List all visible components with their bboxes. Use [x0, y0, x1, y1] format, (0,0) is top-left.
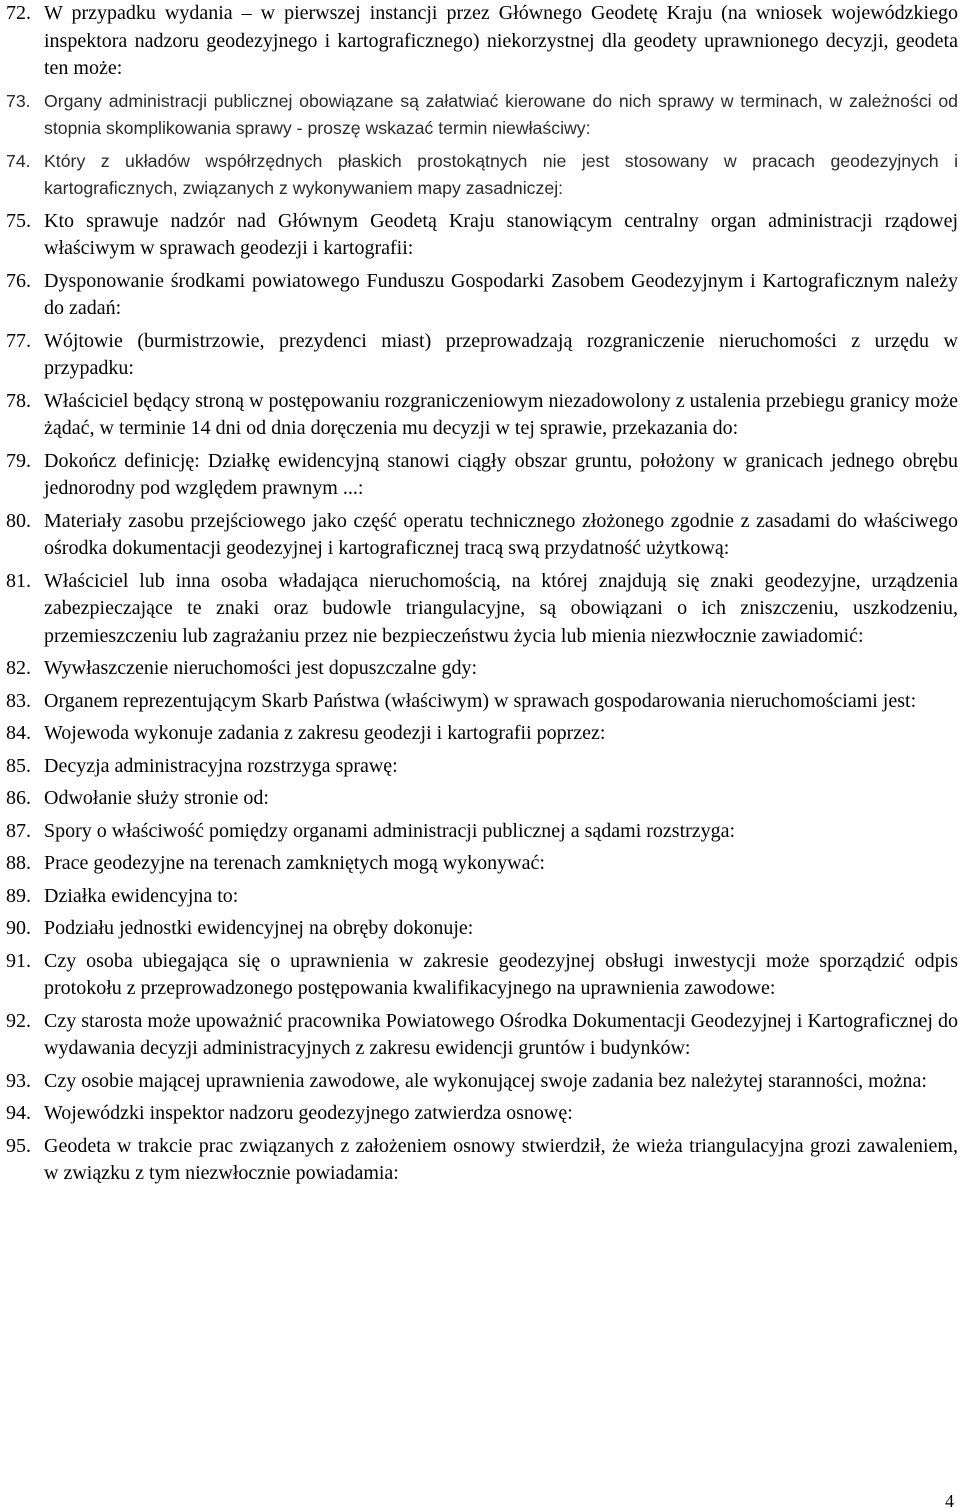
question-93: [6, 1068, 958, 1096]
question-text: Prace geodezyjne na terenach zamkniętych mogą wykonywać:: [44, 852, 545, 874]
question-text: Decyzja administracyjna rozstrzyga sprawę:: [44, 754, 398, 777]
question-number: 73.: [6, 90, 31, 111]
question-text: Organy administracji publicznej obowiązane są załatwiać kierowane do nich sprawy w terminach, w zależności od stopnia skomplikowania sprawy - proszę wskazać termin niewłaściwy:: [44, 90, 958, 138]
question-number: 95.: [6, 1134, 31, 1157]
question-number: 93.: [6, 1069, 31, 1092]
question-74: [6, 148, 958, 203]
question-number: 86.: [6, 787, 31, 809]
question-number: 75.: [6, 209, 31, 232]
question-number: 77.: [6, 329, 31, 352]
question-number: 82.: [6, 657, 31, 679]
question-text: Właściciel będący stroną w postępowaniu rozgraniczeniowym niezadowolony z ustalenia przebiegu granicy może żądać, w terminie 14 dni od dnia doręczenia mu decyzji w tej sprawie, przekazania do:: [44, 389, 958, 439]
question-text: Spory o właściwość pomiędzy organami administracji publicznej a sądami rozstrzyga:: [44, 819, 736, 842]
question-number: 79.: [6, 449, 31, 472]
question-text: Działka ewidencyjna to:: [44, 884, 239, 907]
question-95: [6, 1133, 958, 1188]
question-75: [6, 208, 958, 263]
question-number: 89.: [6, 884, 31, 907]
question-text: Dokończ definicję: Działkę ewidencyjną stanowi ciągły obszar gruntu, położony w granicach jednego obrębu jednorodny pod względem prawnym ...:: [44, 449, 958, 499]
question-number: 80.: [6, 509, 31, 532]
question-88: [6, 850, 958, 878]
question-text: Dysponowanie środkami powiatowego Funduszu Gospodarki Zasobem Geodezyjnym i Kartograficznym należy do zadań:: [44, 269, 958, 319]
question-91: [6, 948, 958, 1003]
question-89: [6, 883, 958, 911]
question-86: [6, 785, 958, 813]
question-number: 91.: [6, 949, 31, 972]
question-text: Materiały zasobu przejściowego jako część operatu technicznego złożonego zgodnie z zasadami do właściwego ośrodka dokumentacji geodezyjnej i kartograficznej tracą swą przydatność użytkową:: [44, 509, 958, 559]
question-number: 87.: [6, 819, 31, 842]
question-text: Czy osoba ubiegająca się o uprawnienia w zakresie geodezyjnej obsługi inwestycji może sporządzić odpis protokołu z przeprowadzonego postępowania kwalifikacyjnego na uprawnienia zawodowe:: [44, 949, 958, 999]
question-number: 83.: [6, 689, 31, 712]
question-81: [6, 568, 958, 651]
question-text: Odwołanie służy stronie od:: [44, 787, 269, 809]
question-72: [6, 0, 958, 83]
question-text: Wywłaszczenie nieruchomości jest dopuszczalne gdy:: [44, 657, 478, 679]
question-78: [6, 388, 958, 443]
question-text: Który z układów współrzędnych płaskich prostokątnych nie jest stosowany w pracach geodezyjnych i kartograficznych, związanych z wykonywaniem mapy zasadniczej:: [44, 150, 958, 198]
question-83: [6, 688, 958, 716]
question-80: [6, 508, 958, 563]
question-79: [6, 448, 958, 503]
question-text: Podziału jednostki ewidencyjnej na obręby dokonuje:: [44, 917, 474, 939]
question-number: 88.: [6, 852, 31, 874]
question-number: 72.: [6, 2, 31, 24]
question-text: W przypadku wydania – w pierwszej instancji przez Głównego Geodetę Kraju (na wniosek wojewódzkiego inspektora nadzoru geodezyjnego i kartograficznego) niekorzystnej dla geodety uprawnionego decyzji, geodeta ten może:: [44, 2, 958, 79]
question-number: 81.: [6, 569, 31, 592]
question-text: Czy osobie mającej uprawnienia zawodowe, ale wykonującej swoje zadania bez należytej staranności, można:: [44, 1069, 927, 1092]
question-text: Kto sprawuje nadzór nad Głównym Geodetą Kraju stanowiącym centralny organ administracji rządowej właściwym w sprawach geodezji i kartografii:: [44, 209, 958, 259]
question-94: [6, 1100, 958, 1128]
question-text: Czy starosta może upoważnić pracownika Powiatowego Ośrodka Dokumentacji Geodezyjnej i Kartograficznej do wydawania decyzji administracyjnych z zakresu ewidencji gruntów i budynków:: [44, 1009, 958, 1059]
question-list: [6, 0, 958, 1188]
question-82: [6, 655, 958, 683]
question-text: Geodeta w trakcie prac związanych z założeniem osnowy stwierdził, że wieża triangulacyjna grozi zawaleniem, w związku z tym niezwłocznie powiadamia:: [44, 1134, 958, 1184]
question-text: Właściciel lub inna osoba władająca nieruchomością, na której znajdują się znaki geodezyjne, urządzenia zabezpieczające te znaki oraz budowle triangulacyjne, są obowiązani o ich zniszczeniu, uszkodzeniu, przemieszczeniu lub zagrażaniu przez nie bezpieczeństwu życia lub mienia niezwłocznie zawiadomić:: [44, 569, 958, 647]
question-90: [6, 915, 958, 943]
question-77: [6, 328, 958, 383]
question-number: 84.: [6, 722, 31, 744]
question-87: [6, 818, 958, 846]
question-85: [6, 753, 958, 781]
question-number: 78.: [6, 389, 31, 412]
question-text: Wojewódzki inspektor nadzoru geodezyjnego zatwierdza osnowę:: [44, 1102, 573, 1124]
question-73: [6, 88, 958, 143]
question-number: 74.: [6, 150, 31, 171]
question-number: 90.: [6, 917, 31, 939]
question-number: 94.: [6, 1102, 31, 1124]
question-text: Organem reprezentującym Skarb Państwa (właściwym) w sprawach gospodarowania nieruchomościami jest:: [44, 689, 917, 712]
question-84: [6, 720, 958, 748]
question-92: [6, 1008, 958, 1063]
question-number: 92.: [6, 1009, 31, 1032]
page-number: 4: [945, 1491, 954, 1511]
question-number: 85.: [6, 754, 31, 777]
question-text: Wójtowie (burmistrzowie, prezydenci miast) przeprowadzają rozgraniczenie nieruchomości z urzędu w przypadku:: [44, 329, 958, 379]
question-text: Wojewoda wykonuje zadania z zakresu geodezji i kartografii poprzez:: [44, 722, 606, 744]
question-number: 76.: [6, 269, 31, 292]
question-76: [6, 268, 958, 323]
